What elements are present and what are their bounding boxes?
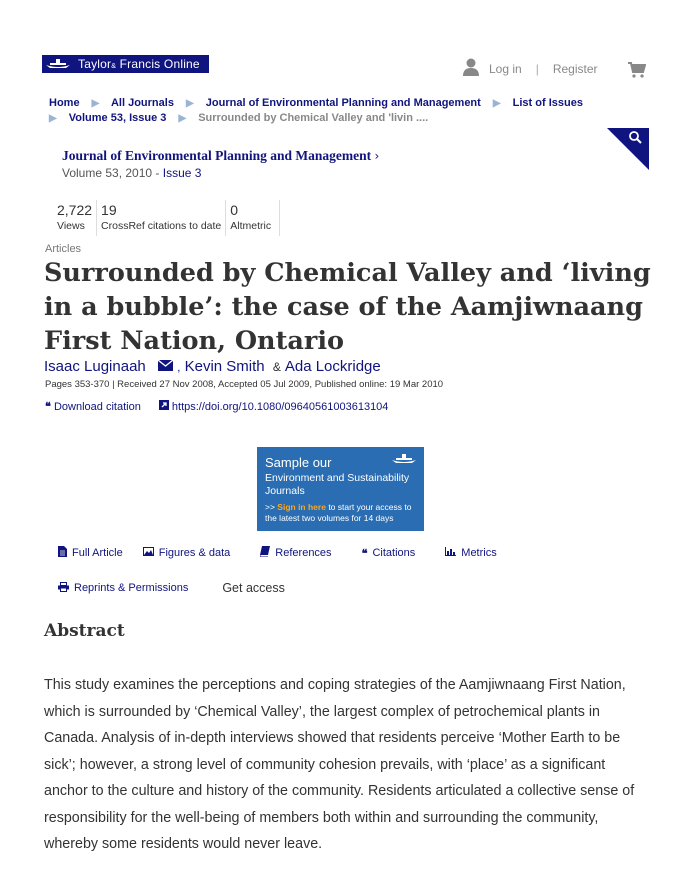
get-access-button[interactable]: Get access [222, 581, 285, 595]
breadcrumb-arrow-icon: ▶ [492, 98, 501, 109]
taylor-francis-logo[interactable] [42, 55, 209, 73]
tab-full-article[interactable]: Full Article [58, 546, 123, 560]
tab-figures[interactable]: Figures & data [143, 546, 231, 560]
breadcrumb-arrow-icon: ▶ [178, 113, 187, 124]
tab-metrics[interactable]: Metrics [445, 546, 496, 560]
article-title: Surrounded by Chemical Valley and ‘living in a bubble’: the case of the Aamjiwnaang First Nation, Ontario [44, 258, 651, 356]
views-label: Views [57, 220, 85, 232]
breadcrumb [49, 96, 649, 126]
abstract-text: This study examines the perceptions and coping strategies of the Aamjiwnaang First Nation, which is surrounded by ‘Chemical Valley’, the largest complex of petrochemical plants in Canada. Analysis of in-depth interviews showed that residents perceive ‘Mother Earth to be sick’; however, a strong level of community cohesion prevails, with ‘place’ as a significant anchor to the culture and history of the community. Residents articulated a collective sense of responsibility for the well-being of members both within and surrounding the community, whereby some residents would never leave. [44, 677, 635, 852]
author-list [44, 358, 381, 375]
promo-cta: >> Sign in here to start your access to the latest two volumes for 14 days [265, 502, 412, 523]
breadcrumb-home[interactable]: Home [49, 97, 80, 109]
search-toggle[interactable] [607, 128, 649, 170]
article-tabs [58, 546, 497, 560]
promo-banner[interactable] [257, 447, 424, 531]
promo-heading: Sample our [265, 455, 332, 470]
quote-icon: ❝ [45, 400, 51, 413]
crossref-label: CrossRef citations to date [101, 220, 222, 232]
volume-info: Volume 53, 2010 - Issue 3 [62, 166, 202, 180]
user-icon[interactable] [463, 58, 479, 79]
tab-citations[interactable]: ❝ Citations [361, 546, 416, 560]
chevron-right-icon: › [374, 149, 380, 163]
account-nav [463, 56, 646, 81]
issue-link[interactable]: Issue 3 [162, 166, 202, 180]
tab-references[interactable]: References [260, 546, 331, 560]
download-citation-link[interactable]: ❝ Download citation [45, 400, 141, 413]
journal-title-link[interactable]: Journal of Environmental Planning and Management › [62, 148, 380, 163]
breadcrumb-current: Surrounded by Chemical Valley and 'livin .... [198, 112, 429, 124]
ship-logo-icon [390, 452, 418, 471]
breadcrumb-volume[interactable]: Volume 53, Issue 3 [68, 112, 167, 124]
article-actions [45, 400, 388, 413]
author-link[interactable]: Ada Lockridge [284, 358, 381, 375]
breadcrumb-journal[interactable]: Journal of Environmental Planning and Management [205, 97, 481, 109]
login-link[interactable]: Log in [489, 61, 522, 76]
author-link[interactable]: Isaac Luginaah [44, 358, 146, 375]
envelope-icon[interactable] [158, 358, 177, 375]
author-ampersand: & [272, 360, 281, 374]
breadcrumb-all-journals[interactable]: All Journals [110, 97, 174, 109]
promo-sign-in-link[interactable]: Sign in here [277, 502, 326, 512]
quote-icon: ❝ [361, 546, 368, 560]
metric-crossref [97, 200, 226, 236]
breadcrumb-arrow-icon: ▶ [186, 98, 194, 109]
ship-logo-icon [42, 55, 74, 73]
logo-text: Taylor& Francis Online [78, 57, 200, 71]
cart-icon[interactable] [628, 62, 646, 81]
article-metrics [55, 200, 280, 236]
views-count: 2,722 [57, 202, 93, 218]
external-link-icon [159, 401, 172, 413]
book-icon [260, 546, 270, 560]
crossref-count: 19 [101, 202, 117, 218]
publication-info: Pages 353-370 | Received 27 Nov 2008, Accepted 05 Jul 2009, Published online: 19 Mar 2010 [45, 379, 444, 390]
metric-views [55, 200, 97, 236]
breadcrumb-arrow-icon: ▶ [49, 113, 57, 124]
author-link[interactable]: Kevin Smith [184, 358, 265, 375]
breadcrumb-list-of-issues[interactable]: List of Issues [512, 97, 583, 109]
tab-reprints[interactable]: Reprints & Permissions [58, 582, 188, 595]
register-link[interactable]: Register [552, 61, 598, 76]
breadcrumb-arrow-icon: ▶ [91, 98, 100, 109]
metric-altmetric [226, 200, 280, 236]
doi-link[interactable]: https://doi.org/10.1080/09640561003613104 [159, 400, 389, 413]
document-icon [58, 546, 67, 560]
altmetric-count: 0 [230, 202, 239, 218]
altmetric-label: Altmetric [230, 220, 272, 232]
printer-icon [58, 582, 69, 595]
nav-separator: | [535, 61, 539, 76]
abstract-heading: Abstract [44, 621, 125, 641]
bar-chart-icon [445, 547, 456, 559]
promo-subheading: Environment and Sustainability Journals [265, 472, 410, 497]
article-section-label: Articles [45, 243, 82, 255]
image-icon [143, 547, 154, 559]
article-tabs-secondary [58, 581, 285, 595]
author-separator: , [177, 360, 181, 374]
